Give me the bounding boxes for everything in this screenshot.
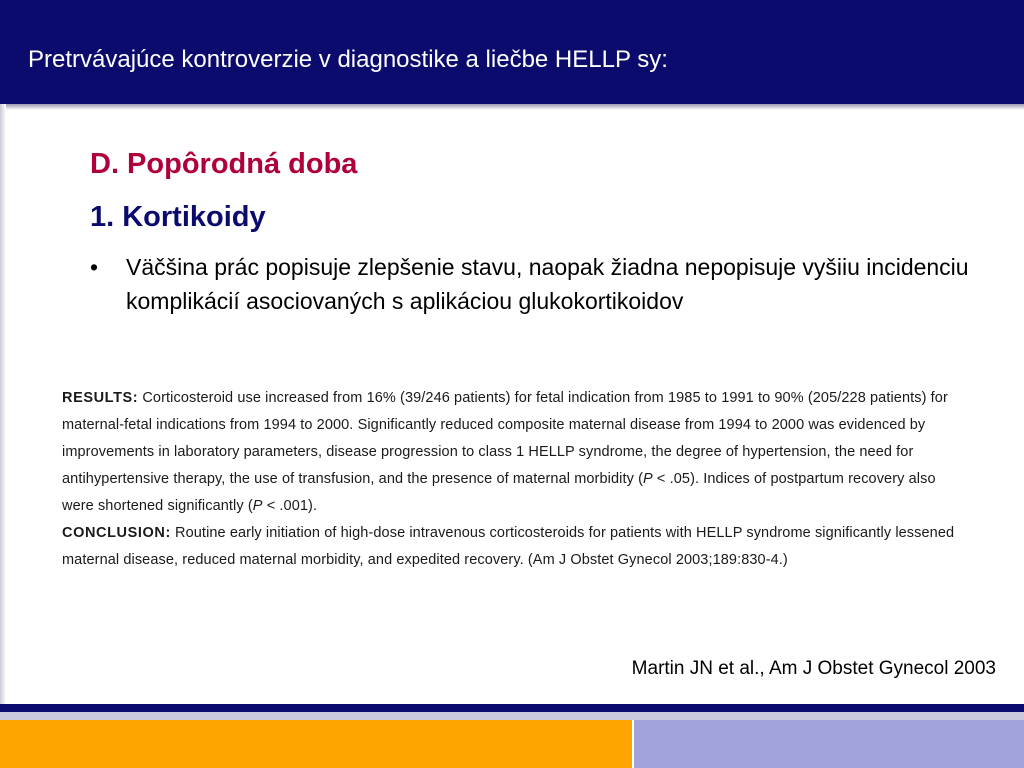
results-paragraph	[62, 385, 967, 520]
abstract-excerpt	[62, 385, 967, 574]
side-shadow	[0, 104, 6, 704]
bullet-item	[90, 250, 970, 318]
header-shadow	[0, 104, 1024, 110]
footer-stripe	[0, 704, 1024, 712]
bullet-text: Väčšina prác popisuje zlepšenie stavu, naopak žiadna nepopisuje vyšiiu incidenciu komplikácií asociovaných s aplikáciou glukokortikoidov	[126, 254, 969, 314]
slide-title: Pretrvávajúce kontroverzie v diagnostike a liečbe HELLP sy:	[28, 46, 668, 73]
results-text-1: Corticosteroid use increased from 16% (39/246 patients) for fetal indication from 1985 to 1991 to 90% (205/228 patients) for maternal-fetal indications from 1994 to 2000. Significantly reduced composite maternal disease from 1994 to 2000 was evidenced by improvements in laboratory parameters, disease progression to class 1 HELLP syndrome, the degree of hypertension, the need for antihypertensive therapy, the use of transfusion, and the presence of maternal morbidity (	[62, 390, 948, 487]
bullet-list	[90, 250, 970, 318]
conclusion-text: Routine early initiation of high-dose intravenous corticosteroids for patients with HELLP syndrome significantly lessened maternal disease, reduced maternal morbidity, and expedited recovery. (Am J Obstet Gynecol 2003;189:830-4.)	[62, 525, 955, 568]
citation: Martin JN et al., Am J Obstet Gynecol 2003	[631, 658, 996, 679]
results-text-2: < .05). Indices of postpartum recovery also were shortened significantly (	[62, 471, 936, 514]
results-label: RESULTS:	[62, 390, 139, 406]
conclusion-label: CONCLUSION:	[62, 525, 171, 541]
section-heading: D. Popôrodná doba	[90, 148, 358, 180]
conclusion-paragraph	[62, 520, 967, 574]
footer-orange-block	[0, 720, 632, 768]
footer-stripe-light	[0, 712, 1024, 720]
results-text-3: < .001).	[262, 498, 318, 514]
header-bar	[0, 0, 1024, 104]
sub-heading: 1. Kortikoidy	[90, 201, 266, 233]
footer-lavender-block	[634, 720, 1024, 768]
p-symbol: P	[643, 471, 653, 487]
p-symbol: P	[252, 498, 263, 514]
bullet-marker: •	[90, 254, 99, 280]
